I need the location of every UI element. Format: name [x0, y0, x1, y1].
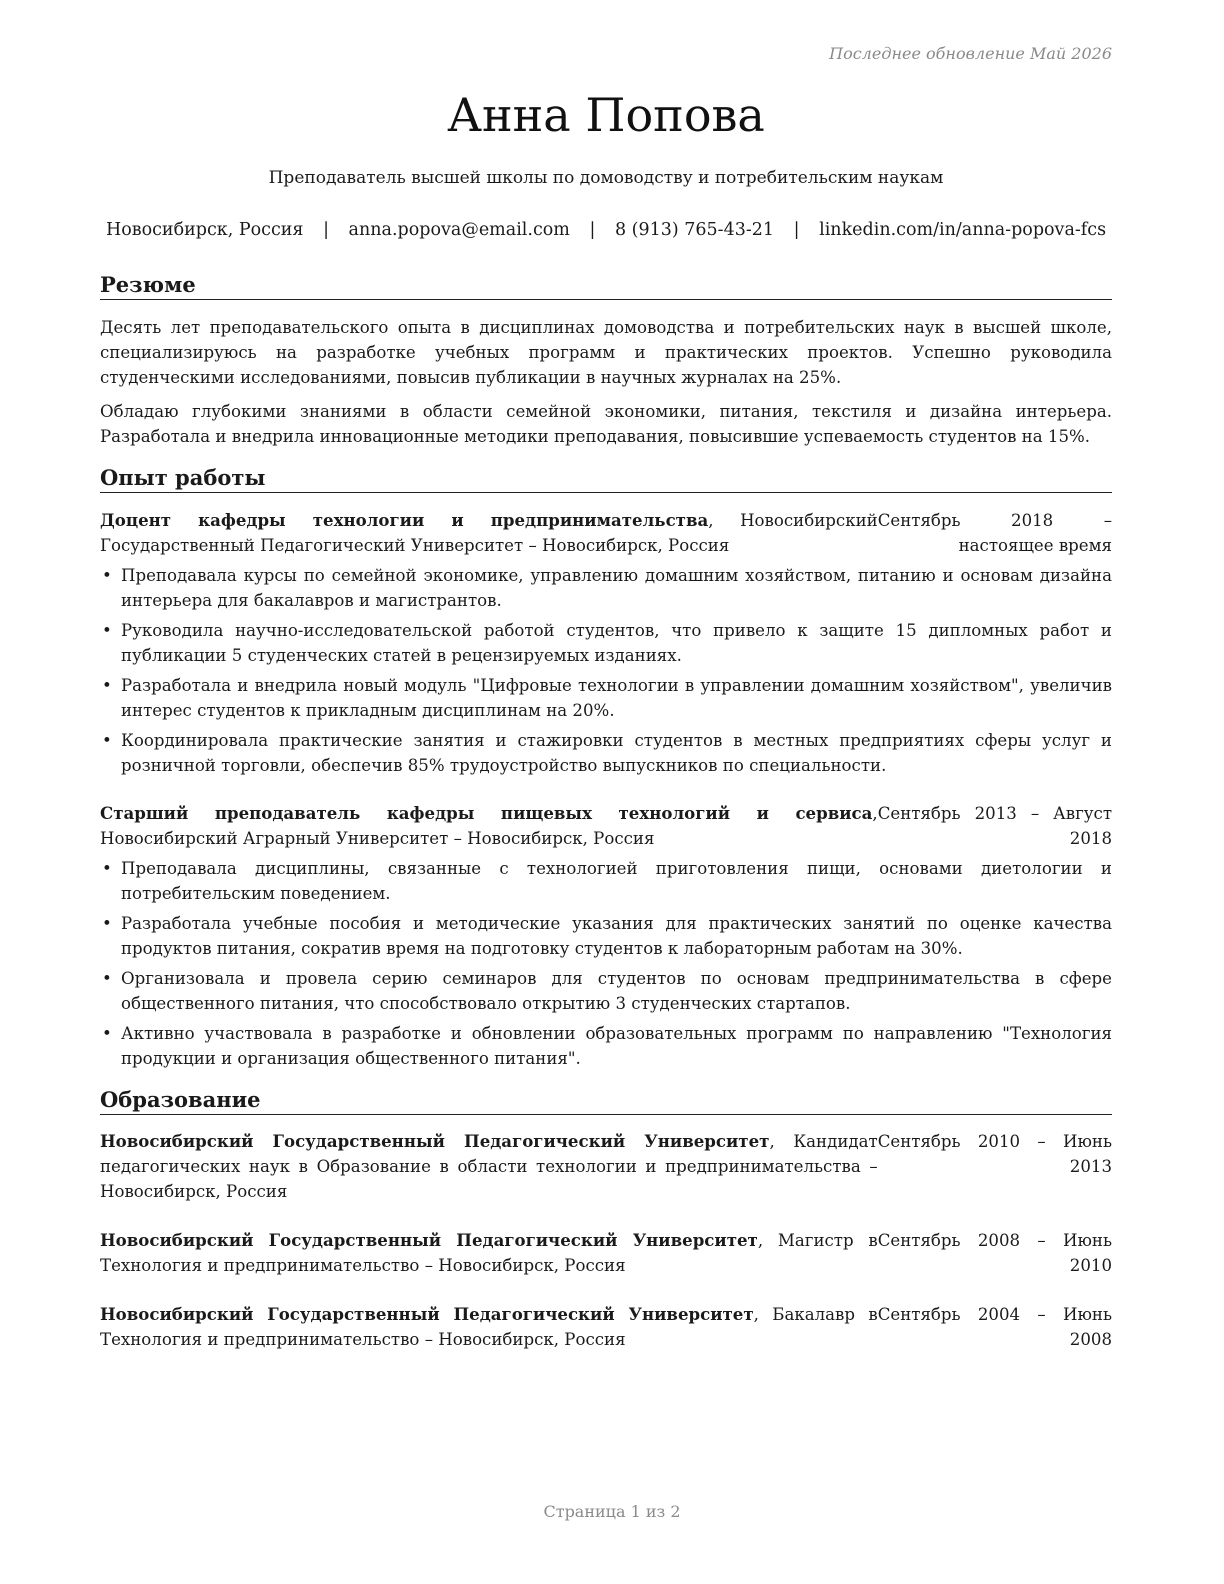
- job-bullets: [100, 856, 1112, 1076]
- list-item: • Преподавала курсы по семейной экономике, управлению домашним хозяйством, питанию и основам дизайна интерьера для бакалавров и магистрантов.: [100, 563, 1112, 613]
- education-details: , Магистр в Технология и предпринимательство – Новосибирск, Россия: [100, 1231, 878, 1275]
- education-details: , Кандидат педагогических наук в Образование в области технологии и предпринимательства – Новосибирск, Россия: [100, 1132, 878, 1201]
- education-school: Новосибирский Государственный Педагогический Университет: [100, 1304, 754, 1324]
- education-dates: Сентябрь 2004 – Июнь 2008: [877, 1305, 1112, 1349]
- bullet-icon: •: [102, 621, 112, 640]
- bullet-icon: •: [102, 566, 112, 585]
- job-organization: , Новосибирский Аграрный Университет – Новосибирск, Россия: [100, 804, 878, 848]
- last-updated: Последнее обновление Май 2026: [829, 44, 1112, 63]
- candidate-tagline: Преподаватель высшей школы по домоводству и потребительским наукам: [268, 168, 944, 188]
- bullet-icon: •: [102, 969, 112, 988]
- bullet-icon: •: [102, 914, 112, 933]
- list-item: • Разработала учебные пособия и методические указания для практических занятий по оценке качества продуктов питания, сократив время на подготовку студентов к лабораторным работам на 30%.: [100, 911, 1112, 961]
- job-role: Старший преподаватель кафедры пищевых технологий и сервиса: [100, 803, 873, 823]
- bullet-icon: •: [102, 676, 112, 695]
- contact-linkedin[interactable]: linkedin.com/in/anna-popova-fcs: [819, 220, 1107, 240]
- list-item: • Разработала и внедрила новый модуль "Цифровые технологии в управлении домашним хозяйством", увеличив интерес студентов к прикладным дисциплинам на 20%.: [100, 673, 1112, 723]
- summary-paragraph: Десять лет преподавательского опыта в дисциплинах домоводства и потребительских наук в высшей школе, специализируюсь на разработке учебных программ и практических проектов. Успешно руководила студенческими исследованиями, повысив публикации в научных журналах на 25%.: [100, 318, 1112, 387]
- job-bullets: [100, 563, 1112, 783]
- contact-separator: |: [323, 220, 329, 240]
- list-item: • Активно участвовала в разработке и обновлении образовательных программ по направлению "Технология продукции и организация общественного питания".: [100, 1021, 1112, 1071]
- list-item: • Руководила научно-исследовательской работой студентов, что привело к защите 15 дипломных работ и публикации 5 студенческих статей в рецензируемых изданиях.: [100, 618, 1112, 668]
- education-heading: [100, 1228, 878, 1278]
- contact-separator: |: [793, 220, 800, 240]
- education-details: , Бакалавр в Технология и предпринимательство – Новосибирск, Россия: [100, 1305, 878, 1349]
- contact-email[interactable]: anna.popova@email.com: [348, 220, 570, 240]
- education-heading: [100, 1302, 878, 1352]
- education-dates: Сентябрь 2010 – Июнь 2013: [877, 1132, 1112, 1176]
- job-heading: [100, 801, 878, 851]
- contact-location: Новосибирск, Россия: [105, 220, 304, 240]
- education-entry: [100, 1129, 1112, 1204]
- job-dates: Сентябрь 2018 – настоящее время: [877, 511, 1112, 555]
- page-number: Страница 1 из 2: [543, 1502, 681, 1521]
- candidate-name: Анна Попова: [447, 88, 765, 142]
- contact-phone[interactable]: 8 (913) 765-43-21: [614, 220, 775, 240]
- list-item: • Координировала практические занятия и стажировки студентов в местных предприятиях сферы услуг и розничной торговли, обеспечив 85% трудоустройство выпускников по специальности.: [100, 728, 1112, 778]
- contact-line: [100, 220, 1112, 240]
- education-entry: [100, 1302, 1112, 1352]
- section-title-education: Образование: [100, 1086, 1112, 1115]
- bullet-icon: •: [102, 1024, 112, 1043]
- education-school: Новосибирский Государственный Педагогический Университет: [100, 1230, 758, 1250]
- contact-separator: |: [589, 220, 596, 240]
- bullet-icon: •: [102, 731, 112, 750]
- list-item: • Преподавала дисциплины, связанные с технологией приготовления пищи, основами диетологии и потребительским поведением.: [100, 856, 1112, 906]
- education-dates: Сентябрь 2008 – Июнь 2010: [877, 1231, 1112, 1275]
- bullet-icon: •: [102, 859, 112, 878]
- job-organization: , Новосибирский Государственный Педагогический Университет – Новосибирск, Россия: [100, 511, 878, 555]
- education-entry: [100, 1228, 1112, 1278]
- list-item: • Организовала и провела серию семинаров для студентов по основам предпринимательства в сфере общественного питания, что способствовало открытию 3 студенческих стартапов.: [100, 966, 1112, 1016]
- section-title-experience: Опыт работы: [100, 464, 1112, 493]
- job-dates: Сентябрь 2013 – Август 2018: [877, 804, 1112, 848]
- summary-paragraph: Обладаю глубокими знаниями в области семейной экономики, питания, текстиля и дизайна интерьера. Разработала и внедрила инновационные методики преподавания, повысившие успеваемость студентов на 15%.: [100, 402, 1112, 446]
- job-entry: [100, 508, 1112, 558]
- education-school: Новосибирский Государственный Педагогический Университет: [100, 1131, 770, 1151]
- job-role: Доцент кафедры технологии и предпринимательства: [100, 510, 709, 530]
- section-title-summary: Резюме: [100, 271, 1112, 300]
- job-heading: [100, 508, 878, 558]
- job-entry: [100, 801, 1112, 851]
- education-heading: [100, 1129, 878, 1204]
